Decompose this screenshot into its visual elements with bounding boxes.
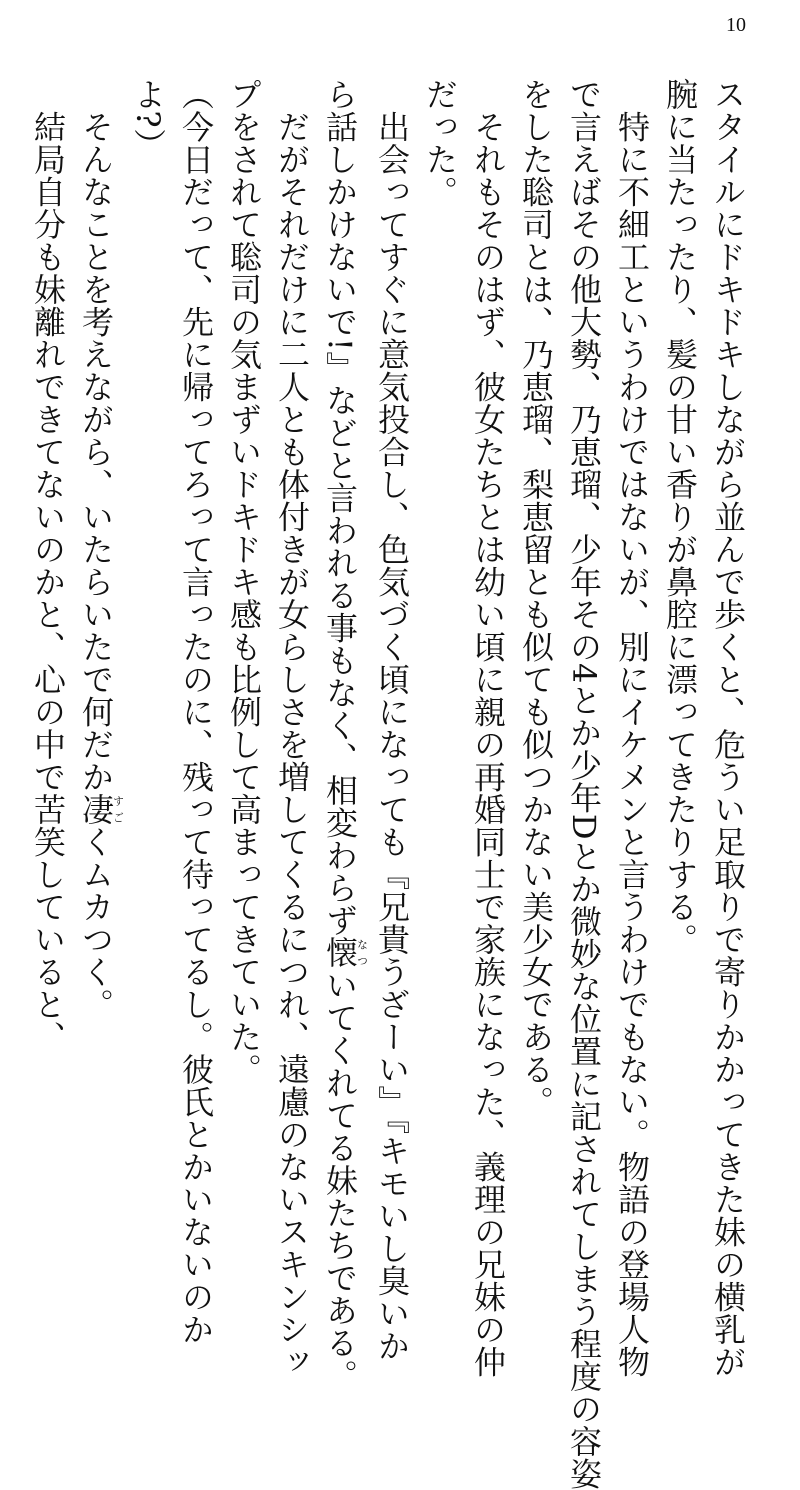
text-line: 特に不細工というわけではないが、別にイケメンと言うわけでもない。物語の登場人物 [613,78,651,1378]
text-line: そんなことを考えながら、いたらいたで何だか凄すごくムカつく。 [77,78,125,1021]
text-line: スタイルにドキドキしながら並んで歩くと、危うい足取りで寄りかかってきた妹の横乳が [709,78,747,1378]
text-line: 出会ってすぐに意気投合し、色気づく頃になっても『兄貴うざーい』『キモいし臭いか [373,78,411,1362]
furigana: 懐なつ [321,936,369,969]
text-line: だった。 [421,78,459,208]
text-line: 腕に当たったり、髪の甘い香りが鼻腔に漂ってきたりする。 [661,78,699,956]
text-line: プをされて聡司の気まずいドキドキ感も比例して高まってきていた。 [225,78,263,1086]
text-line: をした聡司とは、乃恵瑠、梨恵留とも似ても似つかない美少女である。 [517,78,555,1118]
page-number: 10 [726,14,746,36]
novel-text-block [29,78,752,1490]
text-line: 結局自分も妹離れできてないのかと、心の中で苦笑していると、 [29,78,67,1053]
text-line: だがそれだけに二人とも体付きが女らしさを増してくるにつれ、遠慮のないスキンシッ [273,78,311,1378]
text-line: （今日だって、先に帰ってろって言ったのに、残って待ってるし。彼氏とかいないのか [177,78,215,1346]
text-line: それもそのはず、彼女たちとは幼い頃に親の再婚同士で家族になった、義理の兄妹の仲 [469,78,507,1378]
text-line: で言えばその他大勢、乃恵瑠、少年その4とか少年Dとか微妙な位置に記されてしまう程度の容姿 [565,78,603,1490]
text-line: よ?） [129,78,167,161]
text-line: ら話しかけないで!』などと言われる事もなく、相変わらず懐なついてくれてる妹たちである。 [321,78,369,1392]
furigana: 凄すご [77,793,125,826]
